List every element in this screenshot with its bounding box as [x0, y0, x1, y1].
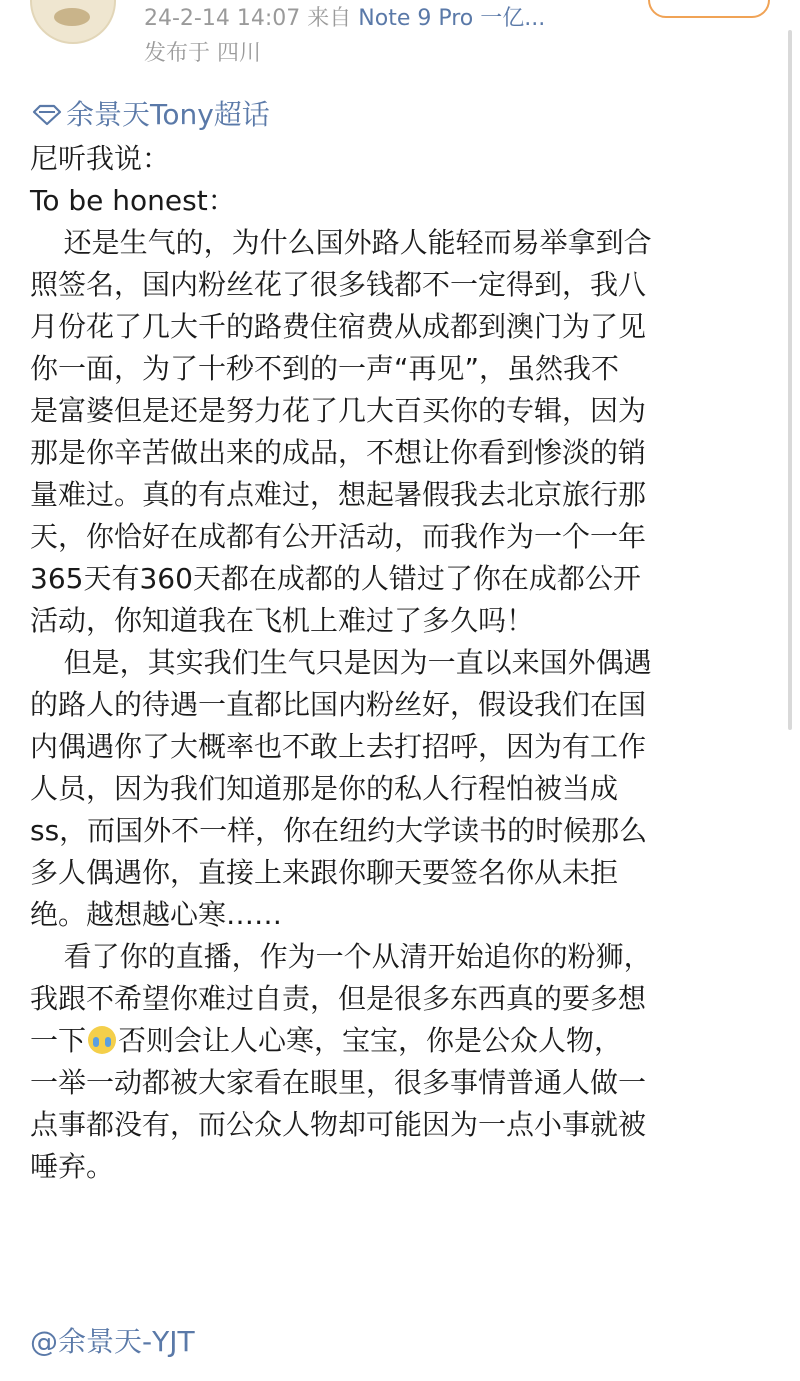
post-line: 绝。越想越心寒……: [30, 898, 283, 931]
post-line: 我跟不希望你难过自责，但是很多东西真的要多想: [30, 982, 647, 1015]
post-line: 是富婆但是还是努力花了几大百买你的专辑，因为: [30, 394, 647, 427]
scrollbar[interactable]: [788, 30, 792, 730]
post-line: 人员，因为我们知道那是你的私人行程怕被当成: [30, 772, 619, 805]
post-line: 唾弃。: [30, 1150, 115, 1183]
post-line: 还是生气的，为什么国外路人能轻而易举拿到合: [63, 226, 652, 259]
post-text: 一下: [30, 1024, 87, 1057]
post-body: [30, 138, 778, 1188]
post-line: 但是，其实我们生气只是因为一直以来国外偶遇: [63, 646, 652, 679]
post-line: 照签名，国内粉丝花了很多钱都不一定得到，我八: [30, 268, 647, 301]
crying-face-icon: [88, 1026, 116, 1054]
post-line: 你一面，为了十秒不到的一声“再见”，虽然我不: [30, 352, 620, 385]
topic-link[interactable]: [32, 96, 270, 134]
post-device[interactable]: Note 9 Pro 一亿...: [358, 6, 546, 31]
post-line: 量难过。真的有点难过，想起暑假我去北京旅行那: [30, 478, 647, 511]
post-line: 看了你的直播，作为一个从清开始追你的粉狮，: [63, 940, 652, 973]
post-line: 天，你恰好在成都有公开活动，而我作为一个一年: [30, 520, 647, 553]
post-line-with-emoji: [30, 1020, 778, 1062]
post-location: 发布于 四川: [144, 41, 261, 66]
follow-button[interactable]: [648, 0, 770, 18]
mention-link[interactable]: @余景天-YJT: [30, 1325, 195, 1358]
post-line: 月份花了几大千的路费住宿费从成都到澳门为了见: [30, 310, 647, 343]
post-line: 365天有360天都在成都的人错过了你在成都公开: [30, 562, 641, 595]
post-line: 内偶遇你了大概率也不敢上去打招呼，因为有工作: [30, 730, 647, 763]
post-line: 多人偶遇你，直接上来跟你聊天要签名你从未拒: [30, 856, 619, 889]
post-text: 否则会让人心寒，宝宝，你是公众人物，: [118, 1024, 623, 1057]
post-line: 活动，你知道我在飞机上难过了多久吗！: [30, 604, 535, 637]
topic-label: 余景天Tony超话: [66, 98, 270, 131]
avatar[interactable]: [30, 0, 116, 44]
post-paragraph-1: [30, 222, 778, 642]
post-line: 点事都没有，而公众人物却可能因为一点小事就被: [30, 1108, 647, 1141]
post-greeting: 尼听我说：: [30, 142, 171, 175]
post-line: ss，而国外不一样，你在纽约大学读书的时候那么: [30, 814, 648, 847]
post-paragraph-3: [30, 936, 778, 1188]
post-line: 那是你辛苦做出来的成品，不想让你看到惨淡的销: [30, 436, 647, 469]
post-meta: [144, 4, 545, 34]
super-topic-icon: [32, 104, 62, 126]
post-from-label: 来自: [307, 6, 352, 31]
post-line: 一举一动都被大家看在眼里，很多事情普通人做一: [30, 1066, 647, 1099]
post-intro: To be honest：: [30, 184, 236, 217]
post-time: 24-2-14 14:07: [144, 6, 301, 31]
post-line: 的路人的待遇一直都比国内粉丝好，假设我们在国: [30, 688, 647, 721]
post-paragraph-2: [30, 642, 778, 936]
